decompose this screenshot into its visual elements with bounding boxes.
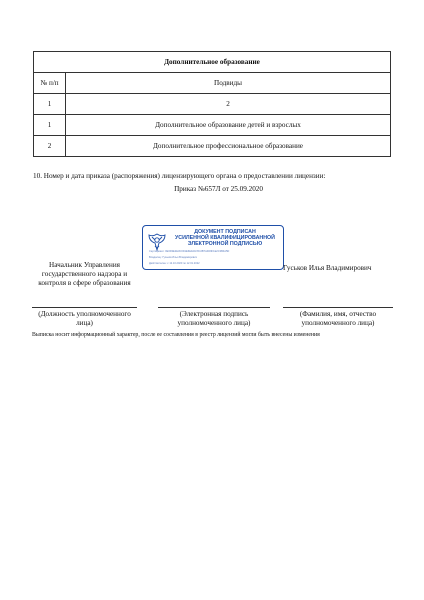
stamp-owner: Владелец: Гуськов Илья Владимирович [149,256,198,259]
stamp-certificate: Сертификат: 0E3D3E2E3C0D1E6E0A1F8C2B7A4D9F1E2C3B4A5D [149,250,230,253]
caption-position: (Должность уполномоченного лица) [38,310,131,327]
table-row [34,136,391,157]
index-num: 1 [34,94,66,115]
section-10-heading: 10. Номер и дата приказа (распоряжения) лицензирующего органа о предоставлении лицензии: [33,172,326,180]
header-num: № п/п [34,73,66,94]
caption-name: (Фамилия, имя, отчество уполномоченного лица) [299,310,377,327]
table-header-row [34,73,391,94]
name-underline [283,307,393,308]
signer-name: Гуськов Илья Владимирович [283,264,372,272]
stamp-title [169,229,281,247]
stamp-validity: Действителен: с 12.10.2020 по 12.01.2022 [149,262,200,265]
caption-signature: (Электронная подпись уполномоченного лица) [177,310,251,327]
index-label: 2 [66,94,391,115]
electronic-signature-stamp [142,225,284,270]
table-title: Дополнительное образование [34,52,391,73]
table-title-row [34,52,391,73]
stamp-title-line: ЭЛЕКТРОННОЙ ПОДПИСЬЮ [187,241,263,247]
footer-note: Выписка носит информационный характер, после ее составления в реестр лицензий могли быть внесены изменения [32,332,320,338]
stamp-title-line: УСИЛЕННОЙ КВАЛИФИЦИРОВАННОЙ [175,235,275,241]
signature-underline [158,307,270,308]
stamp-title-line: ДОКУМЕНТ ПОДПИСАН [194,229,256,235]
header-label: Подвиды [66,73,391,94]
position-underline [32,307,137,308]
row-num: 2 [34,136,66,157]
table-row [34,115,391,136]
row-num: 1 [34,115,66,136]
row-label: Дополнительное образование детей и взрослых [66,115,391,136]
table-index-row [34,94,391,115]
row-label: Дополнительное профессиональное образование [66,136,391,157]
education-table [33,51,391,157]
signer-position: Начальник Управления государственного надзора и контроля в сфере образования [38,261,131,287]
order-number: Приказ №657Л от 25.09.2020 [174,185,263,193]
